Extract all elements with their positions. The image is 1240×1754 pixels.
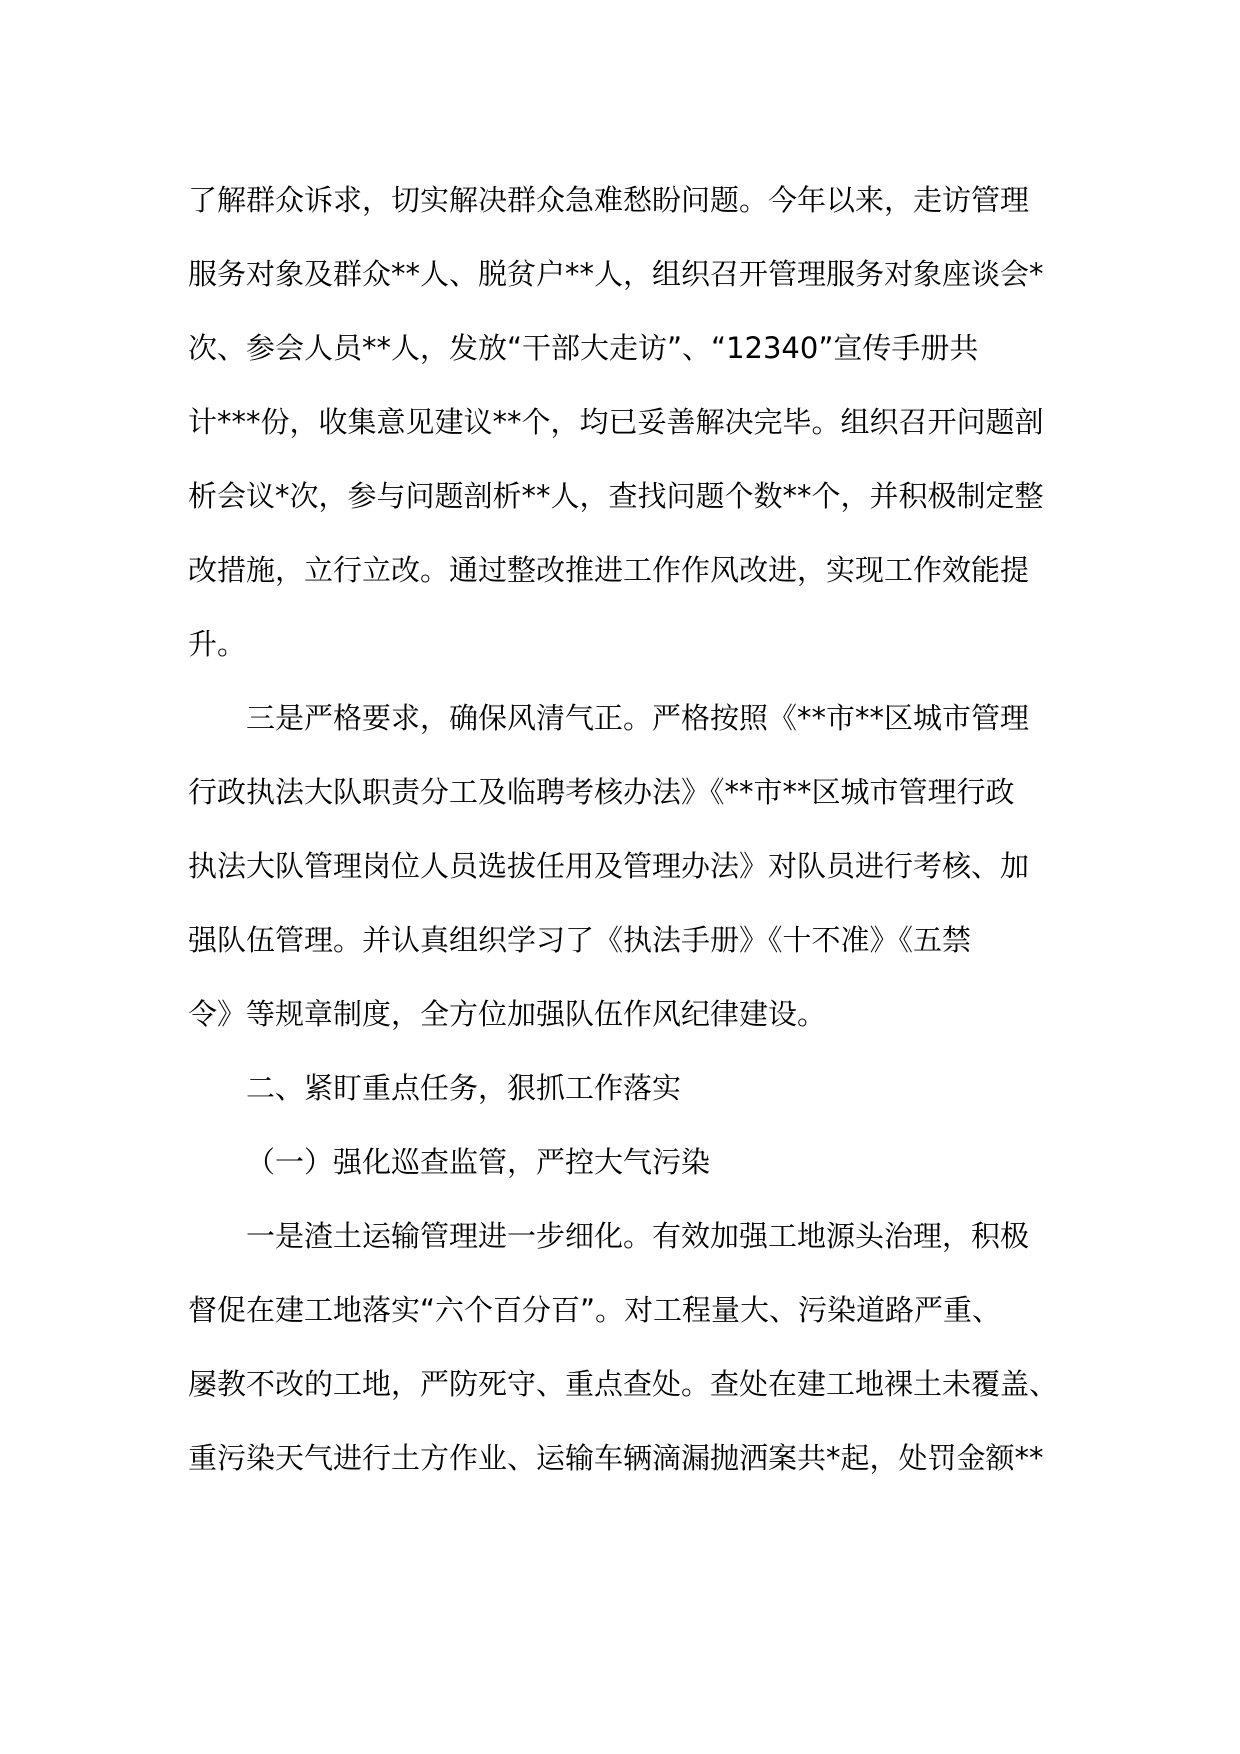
text-line-12: 令》等规章制度，全方位加强队伍作风纪律建设。 [188, 997, 827, 1031]
subsection-heading: （一）强化巡查监管，严控大气污染 [246, 1145, 711, 1179]
text-line-9: 行政执法大队职责分工及临聘考核办法》《**市**区城市管理行政 [188, 775, 1015, 809]
section-heading: 二、紧盯重点任务，狠抓工作落实 [246, 1071, 682, 1105]
text-line-4: 计***份，收集意见建议**个，均已妥善解决完毕。组织召开问题剖 [188, 405, 1044, 439]
text-line-3: 次、参会人员**人，发放“干部大走访”、“12340”宣传手册共 [188, 331, 979, 365]
document-page [188, 163, 1060, 1495]
text-line-10: 执法大队管理岗位人员选拔任用及管理办法》对队员进行考核、加 [188, 849, 1030, 883]
text-line-5: 析会议*次，参与问题剖析**人，查找问题个数**个，并积极制定整 [188, 479, 1044, 513]
text-line-8: 三是严格要求，确保风清气正。严格按照《**市**区城市管理 [246, 701, 1030, 735]
text-line-7: 升。 [188, 627, 247, 661]
text-line-16: 督促在建工地落实“六个百分百”。对工程量大、污染道路严重、 [188, 1293, 1002, 1327]
text-line-11: 强队伍管理。并认真组织学习了《执法手册》《十不准》《五禁 [188, 923, 972, 957]
text-line-6: 改措施，立行立改。通过整改推进工作作风改进，实现工作效能提 [188, 553, 1030, 587]
text-line-17: 屡教不改的工地，严防死守、重点查处。查处在建工地裸土未覆盖、 [188, 1367, 1059, 1401]
text-line-2: 服务对象及群众**人、脱贫户**人，组织召开管理服务对象座谈会* [188, 257, 1044, 291]
text-line-15: 一是渣土运输管理进一步细化。有效加强工地源头治理，积极 [246, 1219, 1030, 1253]
text-line-1: 了解群众诉求，切实解决群众急难愁盼问题。今年以来，走访管理 [188, 183, 1030, 217]
text-line-18: 重污染天气进行土方作业、运输车辆滴漏抛洒案共*起，处罚金额** [188, 1441, 1044, 1475]
